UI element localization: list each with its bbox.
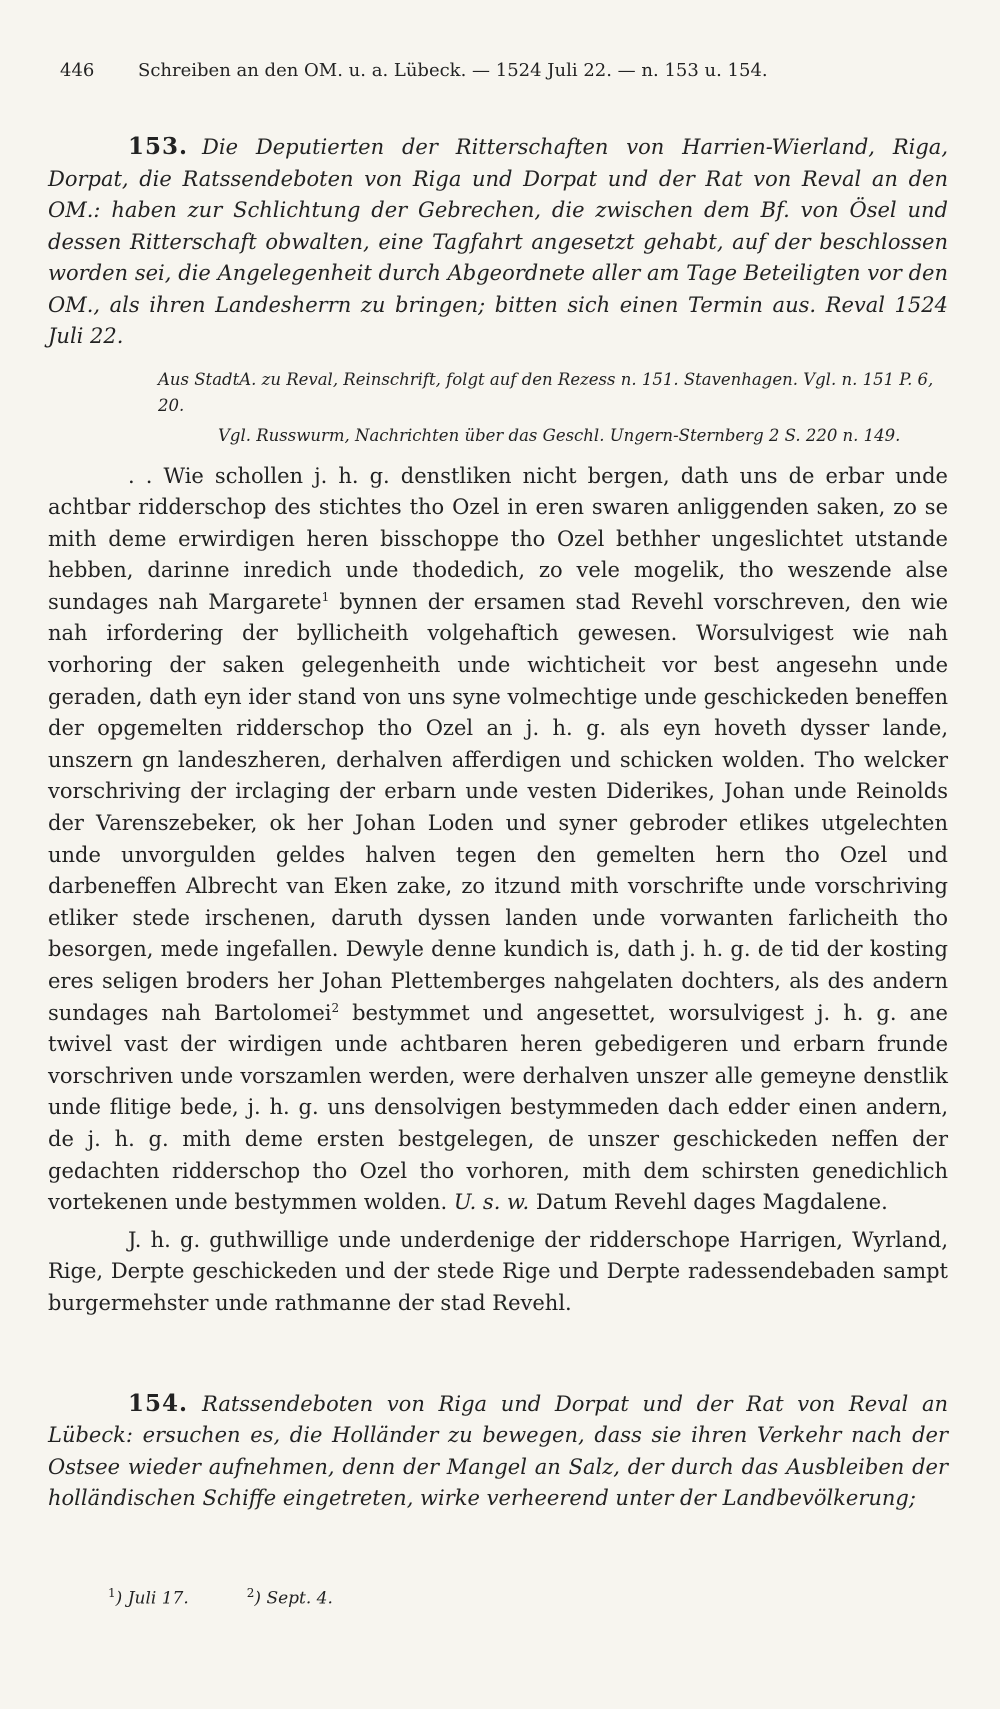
doc153-regest: Die Deputierten der Ritterschaften von Harrien-Wierland, Riga, Dorpat, die Ratssendeboten von Riga und Dorpat und der Rat von Reval an den OM.: haben zur Schlichtung der Gebrechen, die zwischen dem Bf. von Ösel und dessen Ritterschaft obwalten, eine Tagfahrt angesetzt gehabt, auf der beschlossen worden sei, die Angelegenheit durch Abgeordnete aller am Tage Beteiligten vor den OM., als ihren Landesherrn zu bringen; bitten sich einen Termin aus. Reval 1524 Juli 22. [48, 135, 948, 348]
footnotes [108, 1586, 333, 1609]
doc153-signature: J. h. g. guthwillige unde underdenige der ridderschope Harrigen, Wyrland, Rige, Derpte geschickeden und der stede Rige und Derpte radessendebaden sampt burgermehster unde rathmanne der stad Revehl. [48, 1227, 948, 1315]
doc153-paragraph: . . Wie schollen j. h. g. denstliken nicht bergen, dath uns de erbar unde achtbar ridderschop des stichtes tho Ozel in eren swaren anliggenden saken, zo se mith deme erwirdigen heren bisschoppe tho Ozel bethher ungeslichtet utstande hebben, darinne inredich unde thodedich, zo vele mogelik, tho weszende alse sundages nah Margarete$^1$ bynnen der ersamen stad Revehl vorschreven, den wie nah irfordering der byllicheith volgehaftich gewesen. Worsulvigest wie nah vorhoring der saken gelegenheith unde wichticheit vor best angesehn unde geraden, dath eyn ider stand von uns syne volmechtige unde geschickeden beneffen der opgemelten ridderschop tho Ozel an j. h. g. als eyn hoveth dysser lande, unszern gn landeszheren, derhalven afferdigen und schicken wolden. Tho welcker vorschriving der irclaging der erbarn unde vesten Diderikes, Johan unde Reinolds der Varenszebeker, ok her Johan Loden und syner gebroder etlikes utgelechten unde unvorgulden geldes halven tegen den gemelten hern tho Ozel und darbeneffen Albrecht van Eken zake, zo itzund mith vorschrifte unde vorschriving etliker stede irschenen, daruth dyssen landen unde vorwanten farlicheith tho besorgen, mede ingefallen. Dewyle denne kundich is, dath j. h. g. de tid der kosting eres seligen broders her Johan Plettemberges nahgelaten dochters, als des andern sundages nah Bartolomei$^2$ bestymmet und angesettet, worsulvigest j. h. g. ane twivel vast der wirdigen unde achtbaren heren gebedigeren und erbarn frunde vorschriven unde vorszamlen werden, were derhalven unszer alle gemeyne denstlik unde flitige bede, j. h. g. uns densolvigen bestymmeden dach edder einen andern, de j. h. g. mith deme ersten bestgelegen, de unszer geschickeden neffen der gedachten ridderschop tho Ozel tho vorhoren, mith dem schirsten genedichlich vortekenen unde bestymmen wolden. U. s. w. Datum Revehl dages Magdalene. [48, 463, 949, 1215]
page-number: 446 [60, 60, 95, 81]
document-page [48, 60, 948, 1515]
footnote-ref-1: 1 [321, 589, 330, 604]
footnote-2: $^2$) Sept. 4. [246, 1586, 333, 1609]
running-title: Schreiben an den OM. u. a. Lübeck. — 1524 Juli 22. — n. 153 u. 154. [138, 60, 768, 81]
doc153-source-note: Aus StadtA. zu Reval, Reinschrift, folgt auf den Rezess n. 151. Stavenhagen. Vgl. n. 151 P. 6, 20. [158, 369, 934, 415]
doc153-text [48, 461, 948, 1320]
doc153-literature-note: Vgl. Russwurm, Nachrichten über das Geschl. Ungern-Sternberg 2 S. 220 n. 149. [218, 425, 901, 445]
closing-abbrev: U. s. w. [453, 1190, 530, 1215]
footnote-ref-2: 2 [331, 1000, 340, 1015]
doc153-number: 153. [128, 133, 189, 160]
doc154-regest-block [48, 1388, 948, 1515]
doc154-regest: Ratssendeboten von Riga und Dorpat und der Rat von Reval an Lübeck: ersuchen es, die Holländer zu bewegen, dass sie ihren Verkehr nach der Ostsee wieder aufnehmen, denn der Mangel an Salz, der durch das Ausbleiben der holländischen Schiffe eingetreten, wirke verheerend unter der Landbevölkerung; [48, 1391, 948, 1511]
page-header [60, 60, 948, 81]
doc154-number: 154. [128, 1389, 189, 1417]
footnote-1: $^1$) Juli 17. [108, 1586, 189, 1609]
doc153-regest-block [48, 131, 948, 353]
